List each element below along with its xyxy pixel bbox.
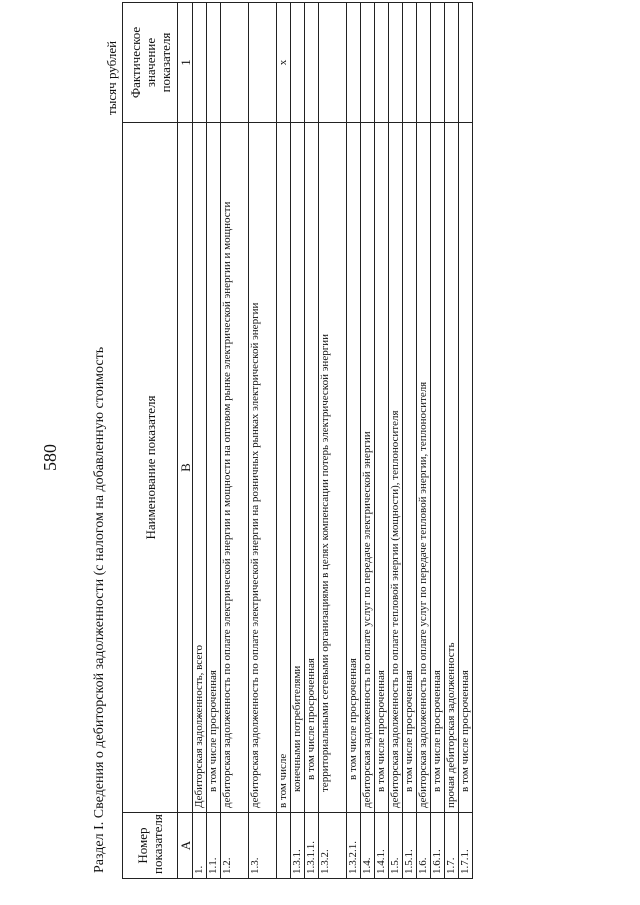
- row-number: 1.3.2.: [319, 813, 347, 879]
- table-row: [389, 3, 403, 879]
- row-number: 1.5.1.: [403, 813, 417, 879]
- row-name: дебиторская задолженность по оплате электрической энергии на розничных рынках электрической энергии: [249, 123, 277, 813]
- row-number: 1.5.: [389, 813, 403, 879]
- section-title: Раздел I. Сведения о дебиторской задолженности (с налогом на добавленную стоимость: [92, 346, 107, 873]
- row-name: территориальными сетевыми организациями в целях компенсации потерь электрической энергии: [319, 123, 347, 813]
- row-name: дебиторская задолженность по оплате услуг по передаче электрической энергии: [361, 123, 375, 813]
- row-name: в том числе: [277, 123, 291, 813]
- table-row: [291, 3, 305, 879]
- row-value: х: [277, 3, 291, 123]
- table-header-row: [123, 3, 178, 879]
- row-name: в том числе просроченная: [347, 123, 361, 813]
- row-name: прочая дебиторская задолженность: [445, 123, 459, 813]
- row-value: [361, 3, 375, 123]
- table-row: [193, 3, 207, 879]
- row-number: 1.3.2.1.: [347, 813, 361, 879]
- table-row: [445, 3, 459, 879]
- row-name: в том числе просроченная: [459, 123, 473, 813]
- page-number: 580: [40, 444, 60, 471]
- row-number: 1.6.: [417, 813, 431, 879]
- table-row: [347, 3, 361, 879]
- letter-a: А: [178, 813, 193, 879]
- row-value: [193, 3, 207, 123]
- table-row: [249, 3, 277, 879]
- table-row: [319, 3, 347, 879]
- row-name: в том числе просроченная: [375, 123, 389, 813]
- row-number: 1.3.1.: [291, 813, 305, 879]
- row-value: [305, 3, 319, 123]
- row-number: 1.2.: [221, 813, 249, 879]
- table-row: [431, 3, 445, 879]
- table-row: [417, 3, 431, 879]
- row-value: [249, 3, 277, 123]
- column-letters-row: [178, 3, 193, 879]
- row-number: 1.4.1.: [375, 813, 389, 879]
- letter-b: В: [178, 123, 193, 813]
- table-row: [375, 3, 389, 879]
- row-value: [459, 3, 473, 123]
- header-name: Наименование показателя: [123, 123, 178, 813]
- header-value: Фактическое значение показателя: [123, 3, 178, 123]
- row-value: [221, 3, 249, 123]
- row-value: [207, 3, 221, 123]
- row-name: конечными потребителями: [291, 123, 305, 813]
- table-row: [459, 3, 473, 879]
- row-value: [347, 3, 361, 123]
- table-row: [207, 3, 221, 879]
- row-value: [375, 3, 389, 123]
- row-name: в том числе просроченная: [403, 123, 417, 813]
- table-row: [221, 3, 249, 879]
- table-row: [403, 3, 417, 879]
- header-number: Номер показателя: [123, 813, 178, 879]
- row-number: 1.4.: [361, 813, 375, 879]
- units-label: тысяч рублей: [104, 40, 119, 115]
- row-number: 1.3.1.1.: [305, 813, 319, 879]
- row-name: Дебиторская задолженность, всего: [193, 123, 207, 813]
- row-value: [417, 3, 431, 123]
- row-number: 1.1.: [207, 813, 221, 879]
- row-number: 1.3.: [249, 813, 277, 879]
- row-name: в том числе просроченная: [305, 123, 319, 813]
- row-value: [403, 3, 417, 123]
- row-value: [319, 3, 347, 123]
- receivables-table: [122, 2, 473, 879]
- letter-1: 1: [178, 3, 193, 123]
- row-value: [431, 3, 445, 123]
- table-row: [277, 3, 291, 879]
- row-value: [291, 3, 305, 123]
- row-name: дебиторская задолженность по оплате услуг по передаче тепловой энергии, теплоносителя: [417, 123, 431, 813]
- row-value: [445, 3, 459, 123]
- row-number: 1.7.: [445, 813, 459, 879]
- row-number: 1.6.1.: [431, 813, 445, 879]
- row-name: в том числе просроченная: [431, 123, 445, 813]
- row-name: дебиторская задолженность по оплате электрической энергии и мощности на оптовом рынке электрической энергии и мощности: [221, 123, 249, 813]
- row-value: [389, 3, 403, 123]
- row-name: дебиторская задолженность по оплате тепловой энергии (мощности), теплоносителя: [389, 123, 403, 813]
- row-name: в том числе просроченная: [207, 123, 221, 813]
- row-number: 1.: [193, 813, 207, 879]
- row-number: [277, 813, 291, 879]
- row-number: 1.7.1.: [459, 813, 473, 879]
- table-row: [305, 3, 319, 879]
- table-row: [361, 3, 375, 879]
